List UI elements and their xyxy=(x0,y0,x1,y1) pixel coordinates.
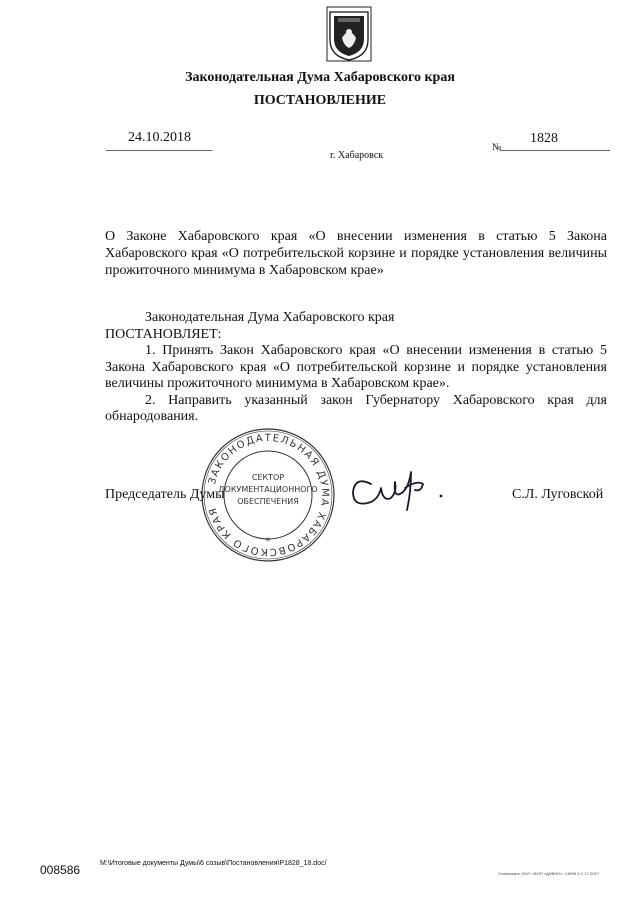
number-underline xyxy=(500,150,610,151)
document-date: 24.10.2018 xyxy=(128,130,191,145)
resolution-item-1: 1. Принять Закон Хабаровского края «О внесении изменения в статью 5 Закона Хабаровского края «О потребительской корзине и порядке установления величины прожиточного минимума в Хабаровском крае». xyxy=(105,343,607,391)
document-number: 1828 xyxy=(530,131,558,146)
printer-note: Отпечатано ООО «ФОП «ДИВОН», т.3998 3 С 17.2017 xyxy=(498,871,599,876)
document-city: г. Хабаровск xyxy=(330,150,384,161)
preamble-line: Законодательная Дума Хабаровского края xyxy=(145,310,395,325)
number-sign: № xyxy=(492,142,502,153)
registration-number: 008586 xyxy=(40,863,81,877)
document-type: ПОСТАНОВЛЕНИЕ xyxy=(253,93,387,108)
coat-of-arms-icon xyxy=(326,6,372,62)
resolves-line: ПОСТАНОВЛЯЕТ: xyxy=(105,326,222,342)
stamp-center-line-3: ОБЕСПЕЧЕНИЯ xyxy=(237,497,299,506)
stamp-center-line-1: СЕКТОР xyxy=(251,473,285,482)
stamp-star: * xyxy=(265,536,271,547)
handwritten-signature xyxy=(345,462,455,512)
signatory-name: С.Л. Луговской xyxy=(512,487,604,502)
stamp-center-line-2: ДОКУМЕНТАЦИОННОГО xyxy=(218,485,318,494)
signatory-position: Председатель Думы xyxy=(105,487,225,502)
document-body xyxy=(105,310,607,426)
resolution-item-2: 2. Направить указанный закон Губернатору Хабаровского края для обнародования. xyxy=(105,392,607,424)
document-subject: О Законе Хабаровского края «О внесении изменения в статью 5 Закона Хабаровского края «О потребительской корзине и порядке установления величины прожиточного минимума в Хабаровском крае» xyxy=(105,229,607,278)
file-path: M:\Итоговые документы Думы\6 созыв\Постановления\P1828_18.doc/ xyxy=(100,860,327,867)
date-underline xyxy=(106,150,212,151)
stamp-ring-text: ЗАКОНОДАТЕЛЬНАЯ ДУМА ХАБАРОВСКОГО КРАЯ xyxy=(207,432,331,558)
organization-title: Законодательная Дума Хабаровского края xyxy=(185,70,455,85)
